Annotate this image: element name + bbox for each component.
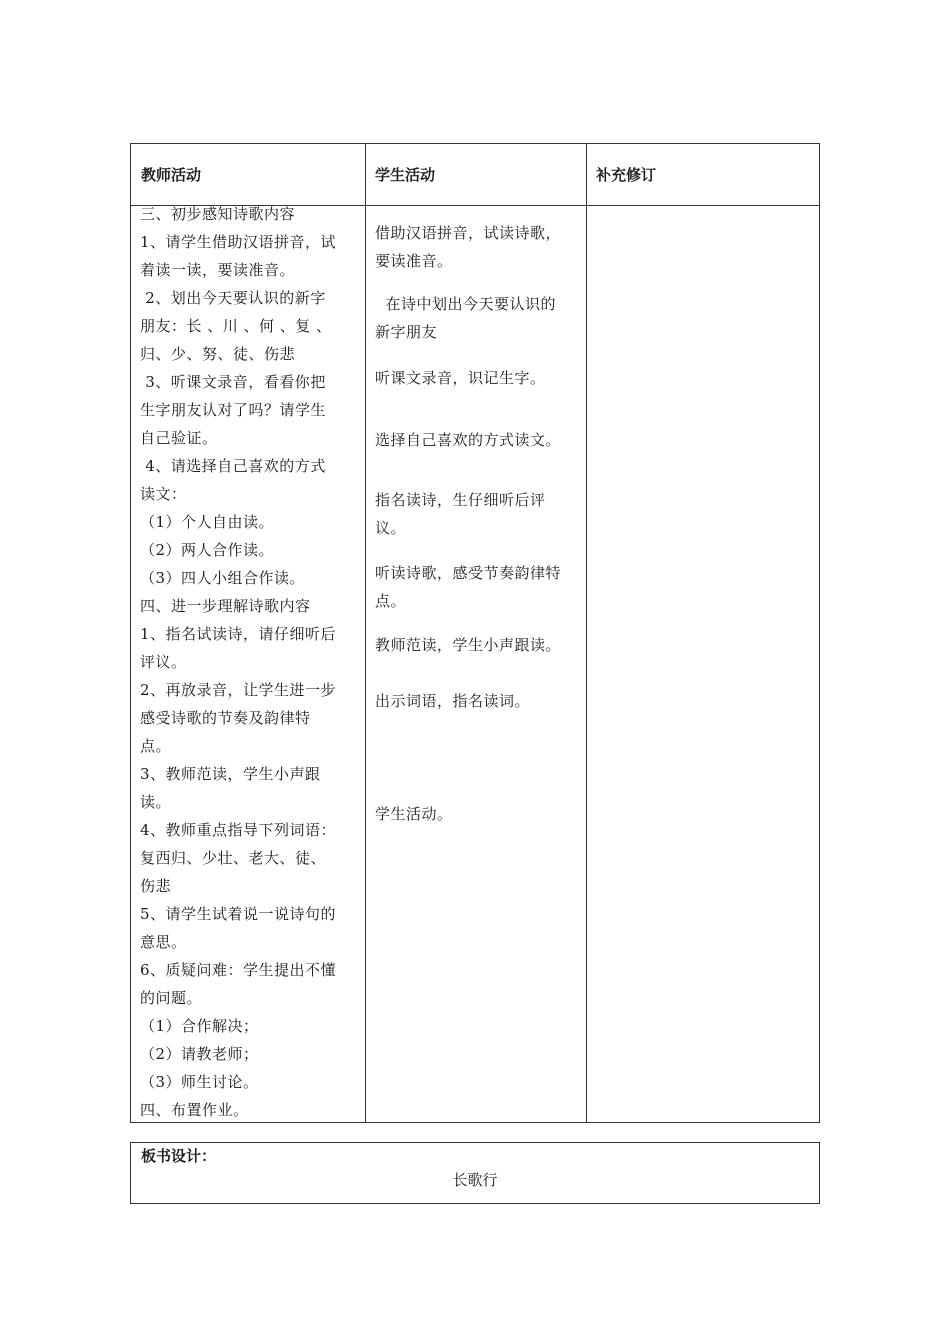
teacher-line: 四、布置作业。 [140, 1101, 249, 1119]
student-activity-item [375, 290, 556, 346]
teacher-line: 感受诗歌的节奏及韵律特 [140, 709, 311, 727]
student-line: 要读准音。 [375, 252, 453, 270]
student-activity-item [375, 559, 561, 615]
teacher-line: 2、划出今天要认识的新字 [140, 289, 326, 307]
student-line: 听读诗歌，感受节奏韵律特 [375, 564, 562, 582]
teacher-line: 的问题。 [140, 989, 203, 1007]
teacher-line: 4、请选择自己喜欢的方式 [140, 457, 326, 475]
student-line: 选择自己喜欢的方式读文。 [375, 431, 562, 449]
teacher-line: 伤悲 [140, 877, 172, 895]
teacher-line: （2）两人合作读。 [140, 541, 275, 559]
board-design-title: 长歌行 [452, 1171, 498, 1189]
teacher-line: 复西归、少壮、老大、徒、 [140, 849, 327, 867]
teacher-line: 读。 [140, 793, 172, 811]
column-divider [586, 144, 587, 1122]
student-activity-item [375, 687, 530, 715]
teacher-activity-column [140, 200, 336, 1124]
lesson-table [130, 143, 820, 1123]
teacher-line: 5、请学生试着说一说诗句的 [140, 905, 337, 923]
teacher-line: 归、少、努、徒、伤悲 [140, 345, 296, 363]
teacher-line: 着读一读，要读准音。 [140, 261, 296, 279]
teacher-line: （3）四人小组合作读。 [140, 569, 306, 587]
student-line: 借助汉语拼音，试读诗歌， [375, 224, 562, 242]
column-divider [365, 144, 366, 1122]
student-line: 议。 [375, 519, 407, 537]
teacher-line: 自己验证。 [140, 429, 218, 447]
board-design-table [130, 1142, 820, 1204]
student-line: 学生活动。 [375, 805, 453, 823]
board-design-label: 板书设计： [141, 1147, 217, 1165]
student-activity-item [375, 364, 546, 392]
teacher-line: 朋友：长 、川 、何 、复 、 [140, 317, 332, 335]
header-teacher-activity: 教师活动 [141, 166, 202, 184]
teacher-line: 读文： [140, 485, 187, 503]
teacher-line: 1、指名试读诗，请仔细听后 [140, 625, 337, 643]
teacher-line: 6、质疑问难：学生提出不懂 [140, 961, 337, 979]
teacher-line: 1、请学生借助汉语拼音，试 [140, 233, 337, 251]
teacher-line: （2）请教老师； [140, 1045, 259, 1063]
student-line: 教师范读，学生小声跟读。 [375, 636, 562, 654]
teacher-line: 点。 [140, 737, 172, 755]
teacher-line: 四、进一步理解诗歌内容 [140, 597, 311, 615]
student-line: 指名读诗，生仔细听后评 [375, 491, 546, 509]
teacher-line: 意思。 [140, 933, 187, 951]
teacher-line: 评议。 [140, 653, 187, 671]
header-student-activity: 学生活动 [375, 166, 436, 184]
student-activity-item [375, 219, 561, 275]
teacher-line: 3、教师范读，学生小声跟 [140, 765, 321, 783]
student-activity-item [375, 631, 561, 659]
student-line: 点。 [375, 592, 407, 610]
teacher-line: 2、再放录音，让学生进一步 [140, 681, 337, 699]
student-line: 出示词语，指名读词。 [375, 692, 531, 710]
student-activity-item [375, 800, 453, 828]
teacher-line: （3）师生讨论。 [140, 1073, 259, 1091]
student-line: 在诗中划出今天要认识的 [375, 295, 557, 313]
teacher-line: （1）合作解决； [140, 1017, 259, 1035]
teacher-line: 4、教师重点指导下列词语： [140, 821, 337, 839]
student-activity-item [375, 426, 561, 454]
teacher-line: 三、初步感知诗歌内容 [140, 205, 296, 223]
teacher-line: 3、听课文录音，看看你把 [140, 373, 326, 391]
student-activity-item [375, 486, 546, 542]
teacher-line: 生字朋友认对了吗？请学生 [140, 401, 327, 419]
student-line: 新字朋友 [375, 323, 438, 341]
teacher-line: （1）个人自由读。 [140, 513, 275, 531]
student-line: 听课文录音，识记生字。 [375, 369, 546, 387]
header-revision: 补充修订 [596, 166, 657, 184]
